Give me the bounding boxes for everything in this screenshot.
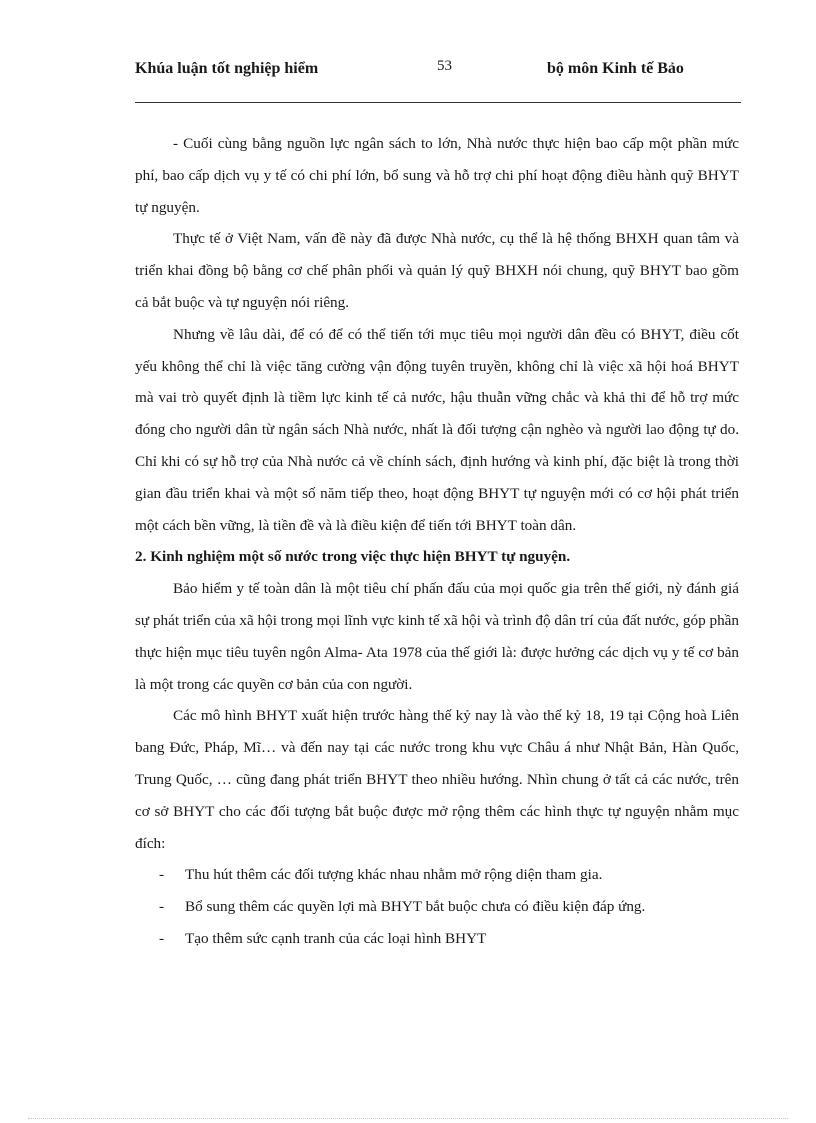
paragraph: Các mô hình BHYT xuất hiện trước hàng thế kỷ nay là vào thế kỷ 18, 19 tại Cộng hoà Liên bang Đức, Pháp, Mĩ… và đến nay tại các nước trong khu vực Châu á như Nhật Bản, Hàn Quốc, Trung Quốc, … cũng đang phát triển BHYT theo nhiều hướng. Nhìn chung ở tất cả các nước, trên cơ sở BHYT cho các đối tượng bắt buộc được mở rộng thêm các hình thực tự nguyện nhằm mục đích: [135, 707, 739, 852]
list-item [135, 923, 739, 955]
bullet-dash: - [159, 866, 165, 884]
paragraph: Nhưng về lâu dài, để có để có thể tiến tới mục tiêu mọi người dân đều có BHYT, điều cốt yếu không thể chỉ là việc tăng cường vận động tuyên truyền, không chỉ là việc xã hội hoá BHYT mà vai trò quyết định là tiềm lực kinh tế cả nước, hậu thuẫn vững chắc và khả thi để hỗ trợ mức đóng cho người dân từ ngân sách Nhà nước, nhất là đối tượng cận nghèo và người lao động tự do. Chỉ khi có sự hỗ trợ của Nhà nước cả về chính sách, định hướng và kinh phí, đặc biệt là trong thời gian đầu triển khai và một số năm tiếp theo, hoạt động BHYT tự nguyện mới có cơ hội phát triển một cách bền vững, là tiền đề và là điều kiện để tiến tới BHYT toàn dân. [135, 325, 739, 534]
paragraph: Bảo hiểm y tế toàn dân là một tiêu chí phấn đấu của mọi quốc gia trên thế giới, nỳ đánh giá sự phát triển của xã hội trong mọi lĩnh vực kinh tế xã hội và trình độ dân trí của đất nước, góp phần thực hiện mục tiêu tuyên ngôn Alma- Ata 1978 của thế giới là: được hưởng các dịch vụ y tế cơ bản là một trong các quyền cơ bản của con người. [135, 580, 739, 693]
header-left-title: Khúa luận tốt nghiệp hiểm [135, 60, 319, 77]
section-heading: 2. Kinh nghiệm một số nước trong việc thực hiện BHYT tự nguyện. [135, 548, 571, 566]
header-right-title: bộ môn Kinh tế Bảo [547, 60, 684, 77]
list-item-text: Bổ sung thêm các quyền lợi mà BHYT bắt buộc chưa có điều kiện đáp ứng. [185, 898, 646, 916]
list-item [135, 891, 739, 923]
page-number: 53 [437, 58, 452, 74]
list-item-text: Tạo thêm sức cạnh tranh của các loại hình BHYT [185, 929, 487, 947]
bullet-list [135, 859, 739, 954]
document-body [135, 128, 739, 955]
paragraph: Thực tế ở Việt Nam, vấn đề này đã được Nhà nước, cụ thể là hệ thống BHXH quan tâm và triển khai đồng bộ bằng cơ chế phân phối và quản lý quỹ BHXH nói chung, quỹ BHYT bao gồm cả bắt buộc và tự nguyện nói riêng. [135, 230, 739, 311]
list-item-text: Thu hút thêm các đối tượng khác nhau nhằm mở rộng diện tham gia. [185, 866, 603, 884]
paragraph: - Cuối cùng bằng nguồn lực ngân sách to lớn, Nhà nước thực hiện bao cấp một phần mức phí, bao cấp dịch vụ y tế có chi phí lớn, bổ sung và hỗ trợ chi phí hoạt động điều hành quỹ BHYT tự nguyện. [135, 135, 739, 216]
page-header [135, 58, 741, 103]
page-bottom-rule [28, 1118, 788, 1119]
bullet-dash: - [159, 929, 165, 947]
list-item [135, 859, 739, 891]
bullet-dash: - [159, 898, 165, 916]
